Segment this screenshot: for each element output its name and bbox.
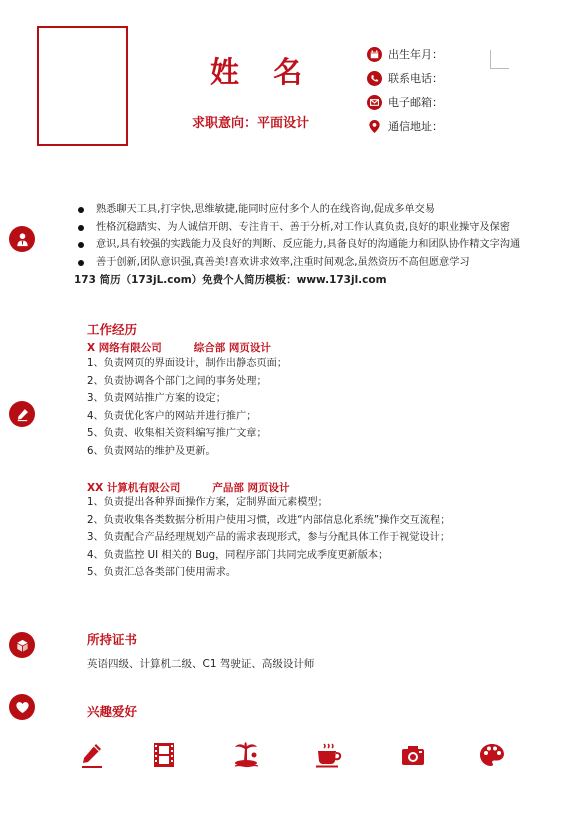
heart-icon [9, 694, 35, 720]
job-2-company: XX 计算机有限公司 [87, 482, 181, 494]
list-item: 2、负责协调各个部门之间的事务处理； [87, 375, 267, 387]
contact-phone: 联系电话： [367, 66, 443, 90]
contact-email: 电子邮箱： [367, 90, 443, 114]
hobbies-title: 兴趣爱好 [87, 704, 138, 719]
corner-mark [490, 50, 509, 69]
job-intent: 求职意向：平面设计 [192, 116, 310, 131]
list-item: 4、负责监控 UI 相关的 Bug，同程序部门共同完成季度更新版本； [87, 549, 389, 561]
list-item: 6、负责网站的维护及更新。 [87, 445, 216, 457]
palette-icon [477, 740, 507, 770]
film-icon [149, 740, 179, 770]
list-item: 1、负责提出各种界面操作方案，定制界面元素模型； [87, 497, 328, 508]
camera-icon [398, 740, 428, 770]
profile-bullets [78, 201, 573, 271]
list-item: 1、负责网页的界面设计，制作出静态页面； [87, 358, 288, 369]
job-2-duties [87, 494, 450, 582]
job-2-head [87, 480, 290, 495]
pencil-icon [77, 740, 107, 770]
person-icon [9, 226, 35, 252]
job-1-dept: 综合部 网页设计 [193, 342, 271, 354]
list-item: 2、负责收集各类数据分析用户使用习惯，改进“内部信息化系统”操作交互流程； [87, 514, 451, 526]
promo-text: 173 简历（173jL.com）免费个人简历模板：www.173jl.com [74, 274, 387, 286]
list-item: 4、负责优化客户的网站并进行推广； [87, 410, 257, 422]
location-icon [367, 119, 382, 134]
job-2-dept: 产品部 网页设计 [212, 482, 290, 494]
phone-icon [367, 71, 382, 86]
job-1-duties [87, 355, 287, 461]
list-item: 性格沉稳踏实、为人诚信开朗、专注肯干、善于分析,对工作认真负责,良好的职业操守及保密 [78, 219, 573, 237]
palm-tree-icon [231, 740, 261, 770]
certificates-text: 英语四级、计算机二级、C1 驾驶证、高级设计师 [87, 658, 315, 670]
contact-info [367, 42, 443, 138]
photo-frame [37, 26, 128, 146]
list-item: 意识,具有较强的实践能力及良好的判断、反应能力,具备良好的沟通能力和团队协作精文字沟通 [78, 236, 573, 254]
list-item: 3、负责配合产品经理规划产品的需求表现形式，参与分配具体工作于视觉设计； [87, 532, 451, 544]
list-item: 5、负责、收集相关资料编写推广文章； [87, 428, 267, 440]
contact-birth: 出生年月： [367, 42, 443, 66]
job-1-head [87, 340, 271, 355]
list-item: 3、负责网站推广方案的设定； [87, 393, 226, 405]
certificates-title: 所持证书 [87, 632, 138, 647]
edit-icon [9, 401, 35, 427]
experience-title: 工作经历 [87, 322, 138, 337]
hobby-icons [77, 740, 527, 772]
list-item: 熟悉聊天工具,打字快,思维敏捷,能同时应付多个人的在线咨询,促成多单交易 [78, 201, 573, 219]
list-item: 5、负责汇总各类部门使用需求。 [87, 567, 237, 579]
calendar-icon [367, 47, 382, 62]
contact-address: 通信地址： [367, 114, 443, 138]
full-name: 姓 名 [210, 55, 315, 89]
list-item: 善于创新,团队意识强,真善美!喜欢讲求效率,注重时间观念,虽然资历不高但愿意学习 [78, 254, 573, 272]
coffee-icon [313, 740, 343, 770]
job-1-company: X 网络有限公司 [87, 342, 162, 354]
cube-icon [9, 632, 35, 658]
mail-icon [367, 95, 382, 110]
